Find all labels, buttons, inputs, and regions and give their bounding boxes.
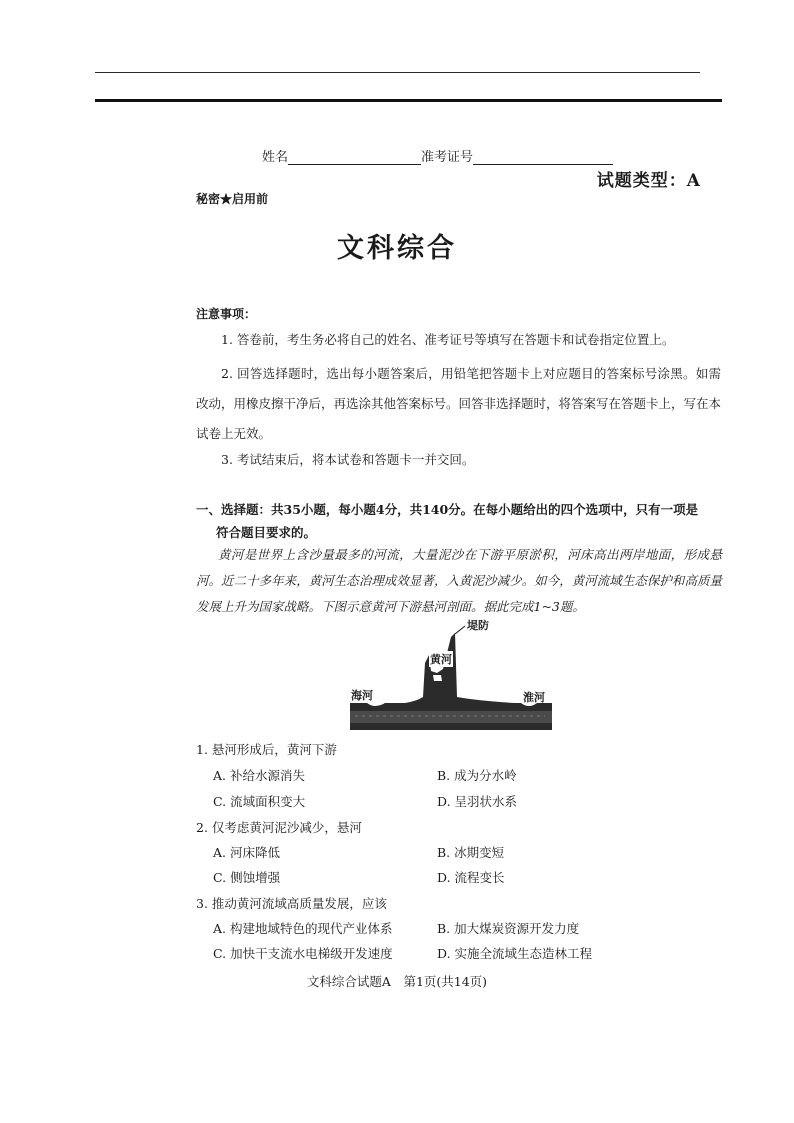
exam-id-label: 准考证号: [421, 150, 474, 165]
question-1-stem: 1. 悬河形成后，黄河下游: [196, 742, 337, 757]
exam-id-blank[interactable]: [473, 150, 613, 165]
name-blank[interactable]: [288, 150, 421, 165]
question-1-option-c[interactable]: C. 流域面积变大: [213, 794, 306, 809]
question-3-option-b[interactable]: B. 加大煤炭资源开发力度: [437, 921, 580, 936]
question-3-option-d[interactable]: D. 实施全流域生态造林工程: [437, 946, 593, 961]
secret-mark: 秘密★启用前: [196, 192, 269, 206]
paper-type: 试题类型：A: [596, 171, 701, 191]
section-heading: [196, 498, 724, 544]
yellow-river-label: 黄河: [430, 653, 452, 666]
page-title: 文科综合: [337, 233, 457, 264]
question-3-option-c[interactable]: C. 加快干支流水电梯级开发速度: [213, 946, 393, 961]
question-3-stem: 3. 推动黄河流域高质量发展，应该: [196, 896, 387, 911]
question-1-option-a[interactable]: A. 补给水源消失: [213, 768, 305, 783]
profile-illustration: [345, 615, 557, 735]
huai-river-label: 淮河: [523, 691, 545, 704]
hai-river-label: 海河: [351, 689, 373, 702]
question-2-option-b[interactable]: B. 冰期变短: [437, 845, 505, 860]
notice-item-2: 2. 回答选择题时，选出每小题答案后，用铅笔把答题卡上对应题目的答案标号涂黑。如需改动，用橡皮擦干净后，再选涂其他答案标号。回答非选择题时，将答案写在答题卡上，写在本试卷上无效。: [196, 366, 722, 441]
question-2-option-d[interactable]: D. 流程变长: [437, 870, 505, 885]
question-1-option-b[interactable]: B. 成为分水岭: [437, 768, 517, 783]
reading-passage: 黄河是世界上含沙量最多的河流，大量泥沙在下游平原淤积，河床高出两岸地面，形成悬河。近二十多年来，黄河生态治理成效显著，入黄泥沙减少。如今，黄河流域生态保护和高质量发展上升为国家战略。下图示意黄河下游悬河剖面。据此完成1~3题。: [196, 547, 722, 614]
notice-heading: 注意事项：: [196, 307, 257, 321]
top-thick-rule: [95, 99, 722, 102]
name-label: 姓名: [262, 150, 289, 165]
levee-label: 堤防: [467, 619, 489, 632]
page-footer: 文科综合试题A 第1页(共14页): [306, 974, 488, 989]
question-2-option-a[interactable]: A. 河床降低: [213, 845, 280, 860]
question-3-option-a[interactable]: A. 构建地域特色的现代产业体系: [213, 921, 393, 936]
question-2-option-c[interactable]: C. 侧蚀增强: [213, 870, 281, 885]
hanging-river-diagram: [345, 615, 557, 735]
question-2-stem: 2. 仅考虑黄河泥沙减少，悬河: [196, 820, 362, 835]
question-1-option-d[interactable]: D. 呈羽状水系: [437, 794, 518, 809]
candidate-info-row: [262, 146, 613, 165]
top-thin-rule: [95, 72, 700, 73]
section-heading-line1: 一、选择题：共35小题，每小题4分，共140分。在每小题给出的四个选项中，只有一项是: [196, 502, 699, 517]
notice-item-1: 1. 答卷前，考生务必将自己的姓名、准考证号等填写在答题卡和试卷指定位置上。: [221, 332, 675, 347]
section-heading-line2: 符合题目要求的。: [216, 525, 317, 540]
notice-item-3: 3. 考试结束后，将本试卷和答题卡一并交回。: [221, 452, 475, 467]
